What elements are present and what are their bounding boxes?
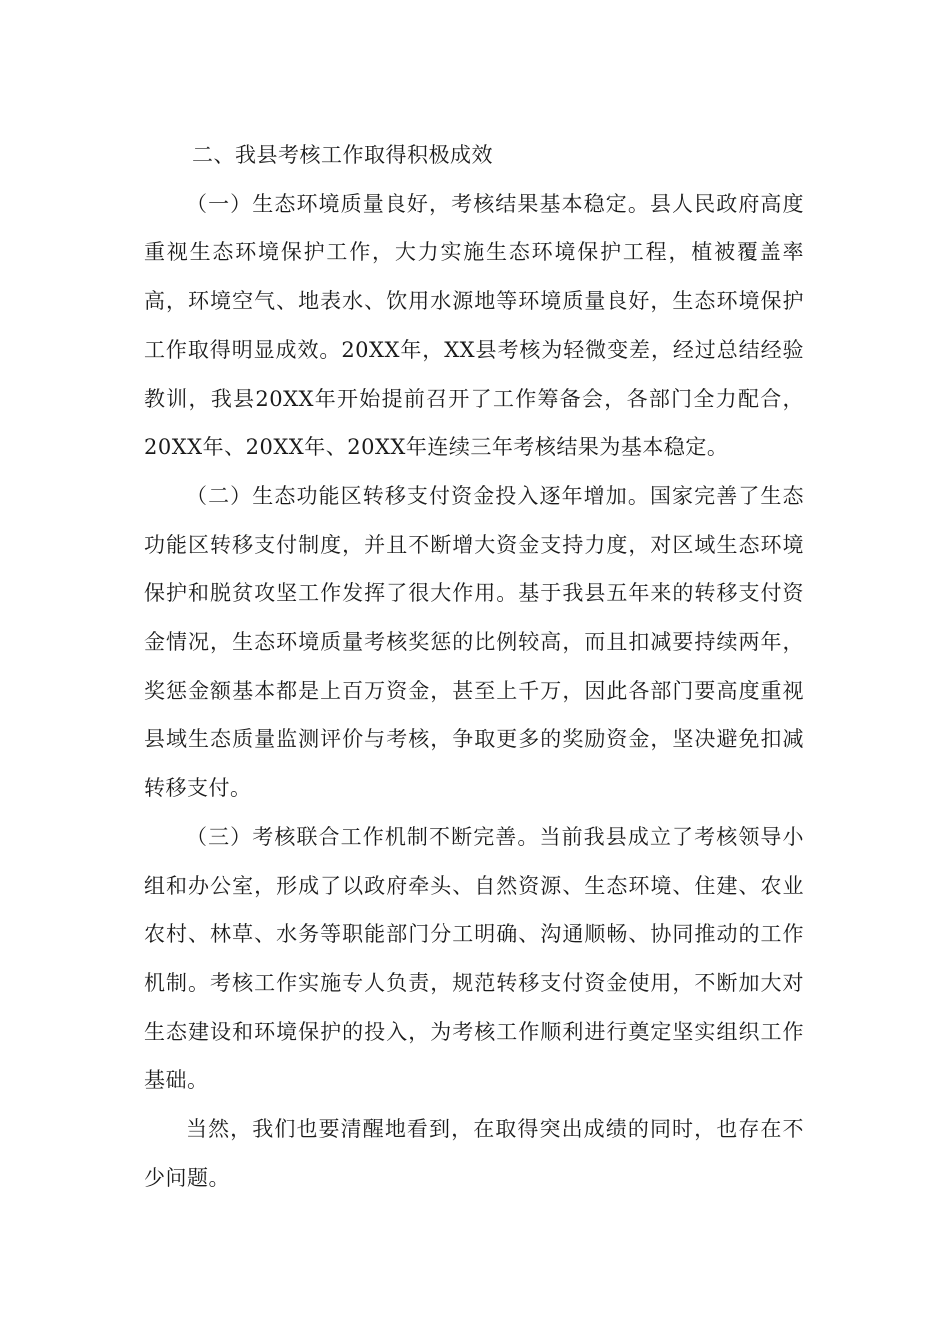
paragraph-conclusion: 当然，我们也要清醒地看到，在取得突出成绩的同时，也存在不少问题。 (144, 1117, 804, 1190)
document-body (144, 131, 804, 1202)
paragraph-joint-mechanism: （三）考核联合工作机制不断完善。当前我县成立了考核领导小组和办公室，形成了以政府牵头、自然资源、生态环境、住建、农业农村、林草、水务等职能部门分工明确、沟通顺畅、协同推动的工作机制。考核工作实施专人负责，规范转移支付资金使用，不断加大对生态建设和环境保护的投入，为考核工作顺利进行奠定坚实组织工作基础。 (144, 824, 804, 1093)
paragraph-ecology-quality: （一）生态环境质量良好，考核结果基本稳定。县人民政府高度重视生态环境保护工作，大力实施生态环境保护工程，植被覆盖率高，环境空气、地表水、饮用水源地等环境质量良好，生态环境保护工作取得明显成效。20XX年，XX县考核为轻微变差，经过总结经验教训，我县20XX年开始提前召开了工作筹备会，各部门全力配合，20XX年、20XX年、20XX年连续三年考核结果为基本稳定。 (144, 191, 804, 460)
section-heading: 二、我县考核工作取得积极成效 (192, 143, 493, 167)
paragraph-transfer-funds: （二）生态功能区转移支付资金投入逐年增加。国家完善了生态功能区转移支付制度，并且不断增大资金支持力度，对区域生态环境保护和脱贫攻坚工作发挥了很大作用。基于我县五年来的转移支付资金情况，生态环境质量考核奖惩的比例较高，而且扣减要持续两年，奖惩金额基本都是上百万资金，甚至上千万，因此各部门要高度重视县域生态质量监测评价与考核，争取更多的奖励资金，坚决避免扣减转移支付。 (144, 483, 804, 801)
